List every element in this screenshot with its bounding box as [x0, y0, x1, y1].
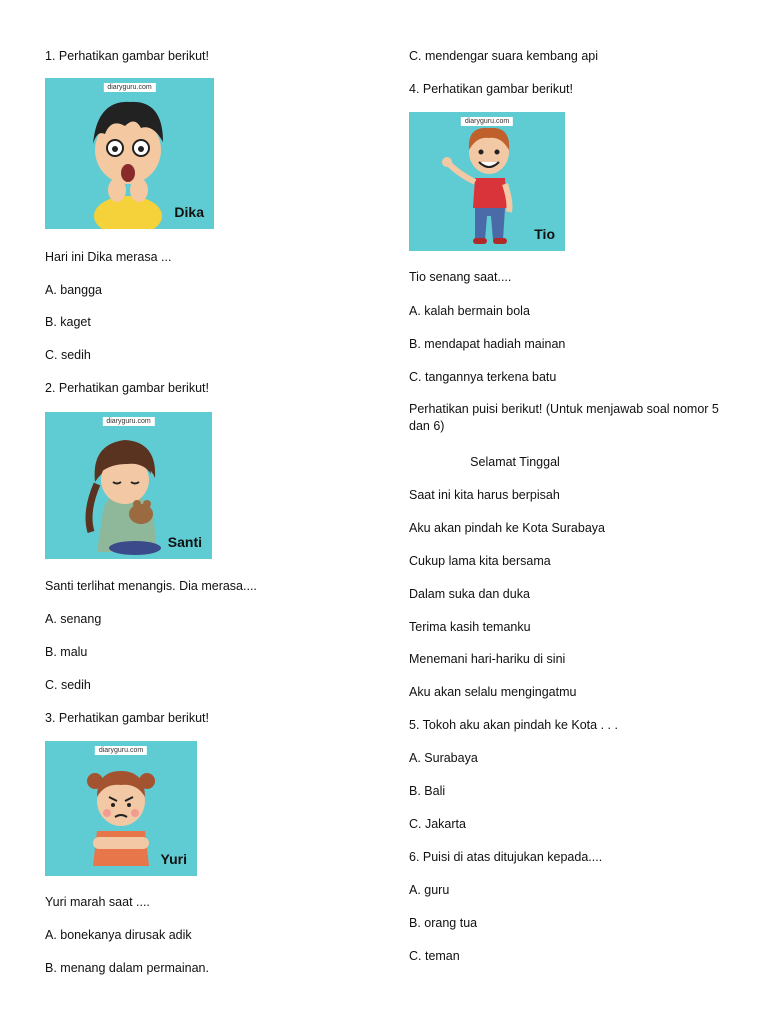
question-4-intro: 4. Perhatikan gambar berikut!: [409, 82, 573, 96]
question-6-option-c: C. teman: [409, 949, 460, 963]
santi-illustration: [45, 412, 212, 559]
poem-line: Aku akan selalu mengingatmu: [409, 685, 577, 699]
question-2-option-b: B. malu: [45, 645, 88, 659]
watermark: diaryguru.com: [461, 117, 513, 126]
watermark: diaryguru.com: [103, 83, 155, 92]
question-4-option-a: A. kalah bermain bola: [409, 304, 530, 318]
question-1-option-c: C. sedih: [45, 348, 91, 362]
tio-illustration: [409, 112, 565, 251]
question-1-stem: Hari ini Dika merasa ...: [45, 250, 172, 264]
watermark: diaryguru.com: [102, 417, 154, 426]
dika-illustration: [45, 78, 214, 229]
question-3-option-c: C. mendengar suara kembang api: [409, 49, 599, 63]
question-5-option-c: C. Jakarta: [409, 817, 466, 831]
question-3-option-a: A. bonekanya dirusak adik: [45, 928, 192, 942]
poem-line: Terima kasih temanku: [409, 620, 531, 634]
question-4-option-b: B. mendapat hadiah mainan: [409, 337, 566, 351]
poem-instruction: Perhatikan puisi berikut! (Untuk menjawab soal nomor 5 dan 6): [409, 402, 719, 433]
question-1-intro: 1. Perhatikan gambar berikut!: [45, 49, 209, 63]
watermark: diaryguru.com: [95, 746, 147, 755]
character-name: Santi: [167, 534, 202, 550]
yuri-illustration: [45, 741, 197, 876]
question-2-stem: Santi terlihat menangis. Dia merasa....: [45, 579, 257, 593]
question-5-stem: 5. Tokoh aku akan pindah ke Kota . . .: [409, 718, 618, 732]
question-1-option-a: A. bangga: [45, 283, 102, 297]
poem-line: Cukup lama kita bersama: [409, 554, 551, 568]
question-5-option-a: A. Surabaya: [409, 751, 478, 765]
question-6-stem: 6. Puisi di atas ditujukan kepada....: [409, 850, 603, 864]
question-6-option-b: B. orang tua: [409, 916, 478, 930]
poem-line: Saat ini kita harus berpisah: [409, 488, 560, 502]
poem-line: Aku akan pindah ke Kota Surabaya: [409, 521, 605, 535]
question-2-option-a: A. senang: [45, 612, 102, 626]
question-2-intro: 2. Perhatikan gambar berikut!: [45, 381, 209, 395]
question-6-option-a: A. guru: [409, 883, 450, 897]
question-4-stem: Tio senang saat....: [409, 270, 512, 284]
character-name: Yuri: [160, 851, 187, 867]
question-3-intro: 3. Perhatikan gambar berikut!: [45, 711, 209, 725]
character-name: Tio: [534, 226, 555, 242]
question-5-option-b: B. Bali: [409, 784, 446, 798]
question-3-stem: Yuri marah saat ....: [45, 895, 150, 909]
poem-line: Menemani hari-hariku di sini: [409, 652, 566, 666]
poem-line: Dalam suka dan duka: [409, 587, 530, 601]
question-3-option-b: B. menang dalam permainan.: [45, 961, 209, 975]
character-name: Dika: [174, 204, 204, 220]
question-2-option-c: C. sedih: [45, 678, 91, 692]
poem-title: Selamat Tinggal: [470, 455, 560, 469]
question-4-option-c: C. tangannya terkena batu: [409, 370, 557, 384]
question-1-option-b: B. kaget: [45, 315, 91, 329]
